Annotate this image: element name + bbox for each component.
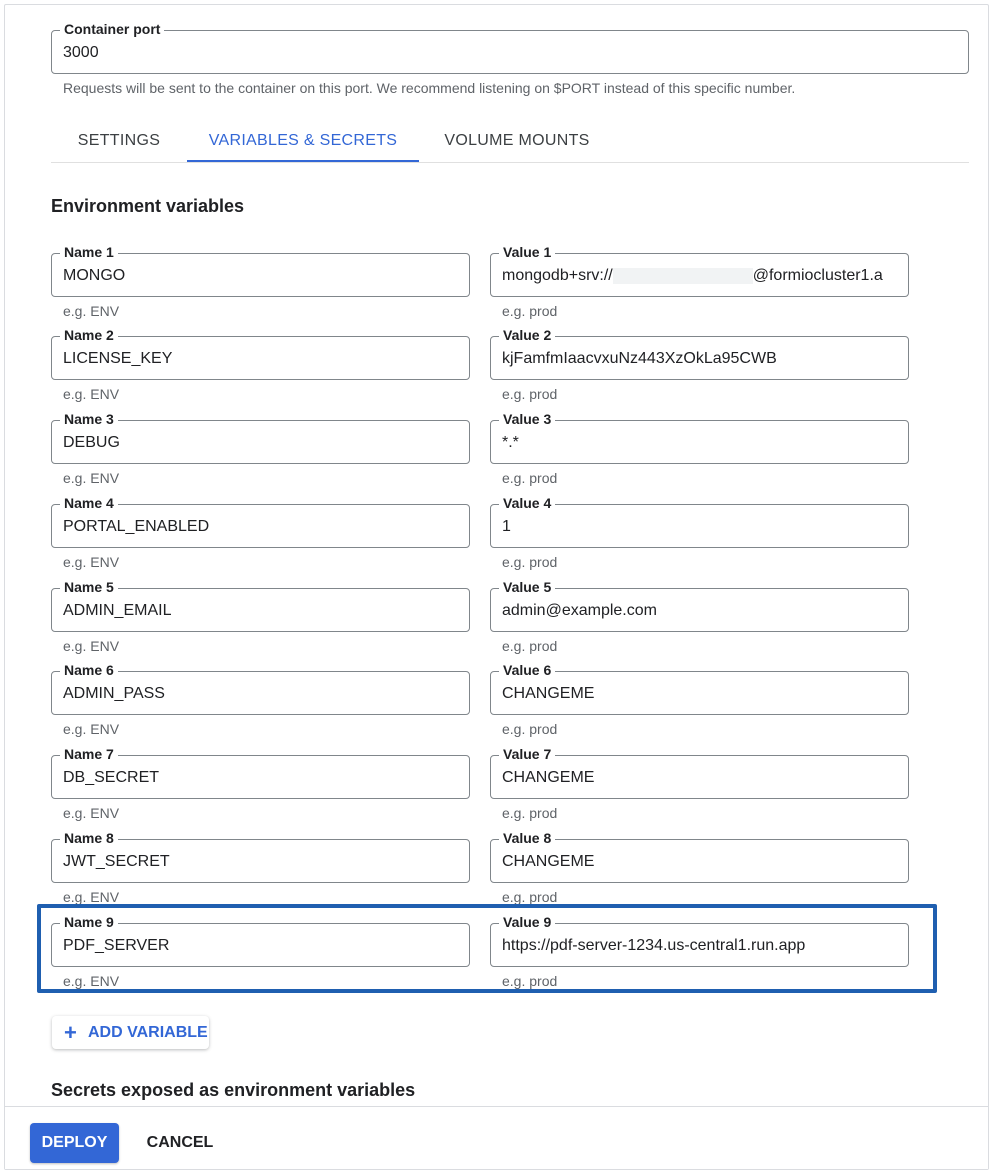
tab-volume-mounts[interactable]: VOLUME MOUNTS bbox=[444, 132, 590, 149]
env-name-field[interactable] bbox=[51, 411, 470, 464]
env-value-value[interactable]: CHANGEME bbox=[502, 853, 595, 870]
add-variable-label: ADD VARIABLE bbox=[88, 1024, 208, 1041]
env-name-label: Name 8 bbox=[60, 829, 118, 847]
env-value-suffix: @formiocluster1.a bbox=[752, 267, 883, 284]
add-variable-button[interactable] bbox=[52, 1016, 209, 1049]
container-port-label: Container port bbox=[60, 20, 164, 38]
env-name-hint: e.g. ENV bbox=[63, 973, 120, 989]
env-name-label: Name 3 bbox=[60, 410, 118, 428]
env-value-label: Value 1 bbox=[499, 243, 555, 261]
env-name-hint: e.g. ENV bbox=[63, 721, 120, 737]
panel-frame bbox=[4, 4, 989, 1170]
env-value-label: Value 9 bbox=[499, 913, 555, 931]
env-name-value[interactable]: MONGO bbox=[63, 267, 126, 284]
env-name-hint: e.g. ENV bbox=[63, 303, 120, 319]
env-value-field[interactable] bbox=[490, 746, 909, 799]
env-name-value[interactable]: ADMIN_PASS bbox=[63, 685, 165, 702]
env-name-field[interactable] bbox=[51, 244, 470, 297]
env-name-hint: e.g. ENV bbox=[63, 470, 120, 486]
env-value-value[interactable]: kjFamfmIaacvxuNz443XzOkLa95CWB bbox=[502, 350, 777, 367]
env-value-hint: e.g. prod bbox=[502, 554, 558, 570]
env-name-field[interactable] bbox=[51, 830, 470, 883]
env-name-field[interactable] bbox=[51, 579, 470, 632]
env-name-label: Name 7 bbox=[60, 745, 118, 763]
env-name-hint: e.g. ENV bbox=[63, 889, 120, 905]
env-value-value[interactable]: *.* bbox=[502, 434, 519, 451]
env-name-field[interactable] bbox=[51, 662, 470, 715]
env-value-hint: e.g. prod bbox=[502, 470, 558, 486]
env-name-hint: e.g. ENV bbox=[63, 554, 120, 570]
env-value-hint: e.g. prod bbox=[502, 805, 558, 821]
env-name-label: Name 5 bbox=[60, 578, 118, 596]
env-value-hint: e.g. prod bbox=[502, 303, 558, 319]
env-name-label: Name 2 bbox=[60, 326, 118, 344]
env-value-field[interactable] bbox=[490, 830, 909, 883]
deploy-button[interactable]: DEPLOY bbox=[30, 1123, 119, 1163]
footer-bar bbox=[5, 1106, 988, 1169]
env-value-field[interactable] bbox=[490, 662, 909, 715]
env-name-field[interactable] bbox=[51, 746, 470, 799]
env-value-prefix: mongodb+srv:// bbox=[502, 267, 613, 284]
cancel-button[interactable]: CANCEL bbox=[146, 1134, 214, 1151]
env-value-hint: e.g. prod bbox=[502, 973, 558, 989]
env-value-hint: e.g. prod bbox=[502, 889, 558, 905]
env-value-value[interactable]: CHANGEME bbox=[502, 769, 595, 786]
tab-bar bbox=[51, 162, 969, 163]
env-value-field[interactable] bbox=[490, 244, 909, 297]
env-name-value[interactable]: LICENSE_KEY bbox=[63, 350, 173, 367]
env-value-label: Value 6 bbox=[499, 661, 555, 679]
env-name-field[interactable] bbox=[51, 495, 470, 548]
container-port-field[interactable] bbox=[51, 21, 969, 74]
tab-settings[interactable]: SETTINGS bbox=[77, 132, 161, 149]
env-value-label: Value 4 bbox=[499, 494, 555, 512]
env-name-value[interactable]: DEBUG bbox=[63, 434, 120, 451]
env-name-field[interactable] bbox=[51, 914, 470, 967]
env-name-label: Name 4 bbox=[60, 494, 118, 512]
env-variables-title: Environment variables bbox=[51, 196, 245, 216]
env-value-field[interactable] bbox=[490, 914, 909, 967]
env-value-label: Value 3 bbox=[499, 410, 555, 428]
env-value-value[interactable] bbox=[502, 266, 900, 286]
env-name-hint: e.g. ENV bbox=[63, 638, 120, 654]
env-value-hint: e.g. prod bbox=[502, 386, 558, 402]
env-name-hint: e.g. ENV bbox=[63, 386, 120, 402]
env-value-label: Value 5 bbox=[499, 578, 555, 596]
env-value-field[interactable] bbox=[490, 327, 909, 380]
container-port-hint: Requests will be sent to the container on this port. We recommend listening on $PORT instead of this specific number. bbox=[63, 80, 796, 96]
env-value-label: Value 7 bbox=[499, 745, 555, 763]
env-name-value[interactable]: PORTAL_ENABLED bbox=[63, 518, 210, 535]
env-name-field[interactable] bbox=[51, 327, 470, 380]
container-port-value[interactable]: 3000 bbox=[63, 44, 99, 61]
env-name-label: Name 6 bbox=[60, 661, 118, 679]
env-value-field[interactable] bbox=[490, 495, 909, 548]
env-value-field[interactable] bbox=[490, 579, 909, 632]
tab-variables-secrets[interactable]: VARIABLES & SECRETS bbox=[187, 120, 419, 162]
env-value-value[interactable]: 1 bbox=[502, 518, 511, 535]
env-value-label: Value 2 bbox=[499, 326, 555, 344]
env-name-value[interactable]: JWT_SECRET bbox=[63, 853, 170, 870]
env-name-value[interactable]: ADMIN_EMAIL bbox=[63, 602, 172, 619]
env-name-label: Name 1 bbox=[60, 243, 118, 261]
env-value-value[interactable]: admin@example.com bbox=[502, 602, 657, 619]
secrets-title: Secrets exposed as environment variables bbox=[51, 1080, 416, 1100]
env-value-value[interactable]: CHANGEME bbox=[502, 685, 595, 702]
env-name-label: Name 9 bbox=[60, 913, 118, 931]
env-name-value[interactable]: DB_SECRET bbox=[63, 769, 160, 786]
env-value-hint: e.g. prod bbox=[502, 721, 558, 737]
plus-icon: + bbox=[64, 1020, 77, 1045]
redacted-mask bbox=[613, 268, 753, 284]
env-value-field[interactable] bbox=[490, 411, 909, 464]
env-value-value[interactable]: https://pdf-server-1234.us-central1.run.app bbox=[502, 937, 806, 954]
env-value-hint: e.g. prod bbox=[502, 638, 558, 654]
env-name-value[interactable]: PDF_SERVER bbox=[63, 937, 170, 954]
env-value-label: Value 8 bbox=[499, 829, 555, 847]
env-name-hint: e.g. ENV bbox=[63, 805, 120, 821]
